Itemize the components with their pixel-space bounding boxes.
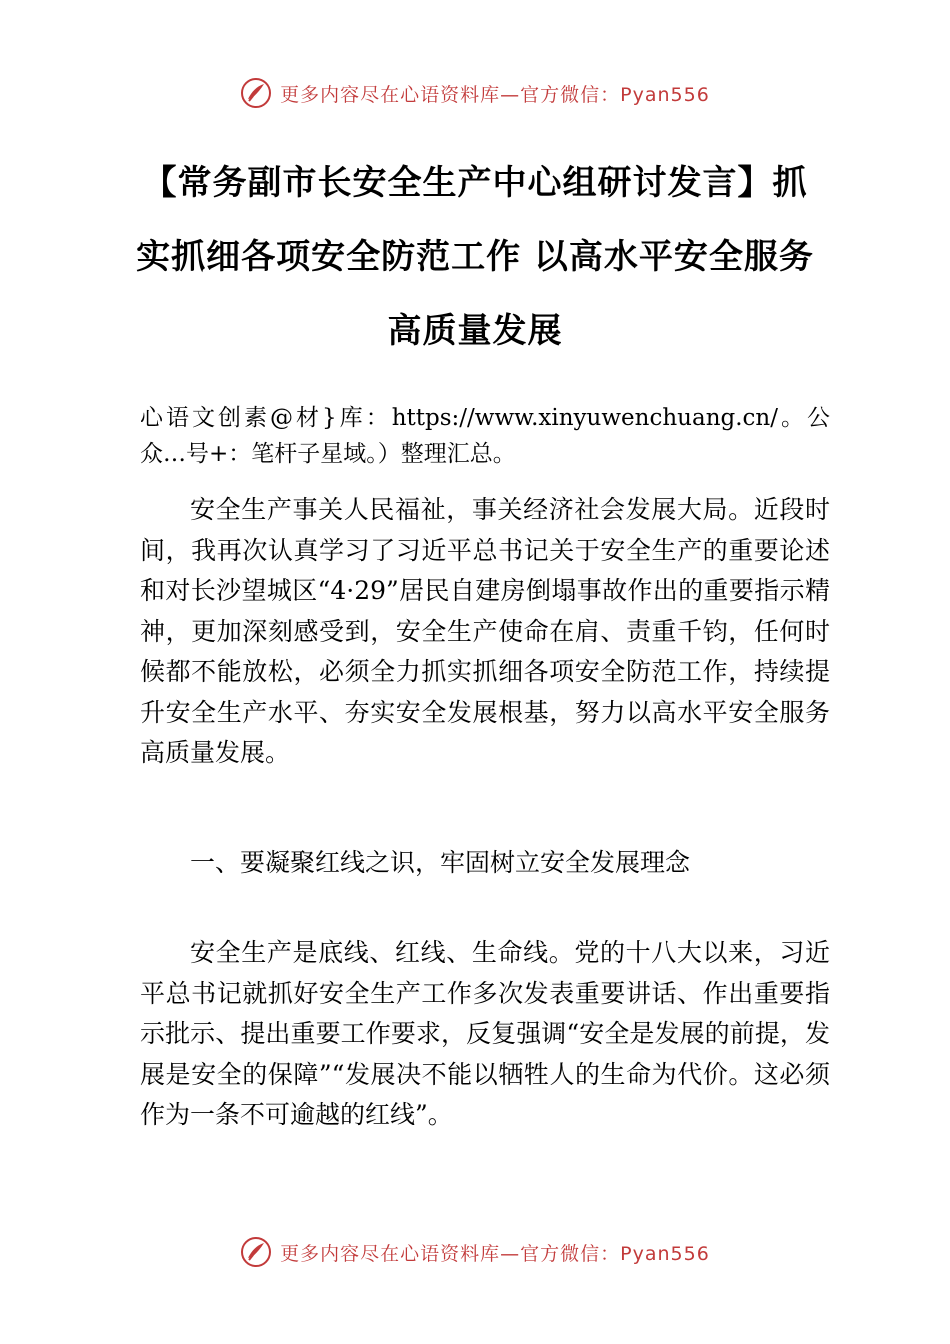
section-heading: 一、要凝聚红线之识，牢固树立安全发展理念 [190, 848, 691, 877]
body-paragraph: 安全生产是底线、红线、生命线。党的十八大以来，习近平总书记就抓好安全生产工作多次发表重要讲话、作出重要指示批示、提出重要工作要求，反复强调“安全是发展的前提，发展是安全的保障”“发展决不能以牺牲人的生命为代价。这必须作为一条不可逾越的红线”。 [140, 938, 830, 1129]
footer-watermark [0, 1232, 950, 1272]
quill-seal-icon [240, 77, 272, 109]
header-watermark [0, 73, 950, 113]
document-title: 【常务副市长安全生产中心组研讨发言】抓实抓细各项安全防范工作 以高水平安全服务高质量发展 [136, 163, 814, 351]
quill-seal-icon [240, 1236, 272, 1268]
watermark-text: 更多内容尽在心语资料库—官方微信：Pyan556 [280, 83, 710, 106]
source-note: 心语文创素@材}库：https://www.xinyuwenchuang.cn/。公众…号+：笔杆子星域。）整理汇总。 [140, 405, 830, 467]
body-paragraph: 安全生产事关人民福祉，事关经济社会发展大局。近段时间，我再次认真学习了习近平总书记关于安全生产的重要论述和对长沙望城区“4·29”居民自建房倒塌事故作出的重要指示精神，更加深刻感受到，安全生产使命在肩、责重千钧，任何时候都不能放松，必须全力抓实抓细各项安全防范工作，持续提升安全生产水平、夯实安全发展根基，努力以高水平安全服务高质量发展。 [140, 495, 830, 767]
watermark-text: 更多内容尽在心语资料库—官方微信：Pyan556 [280, 1242, 710, 1265]
